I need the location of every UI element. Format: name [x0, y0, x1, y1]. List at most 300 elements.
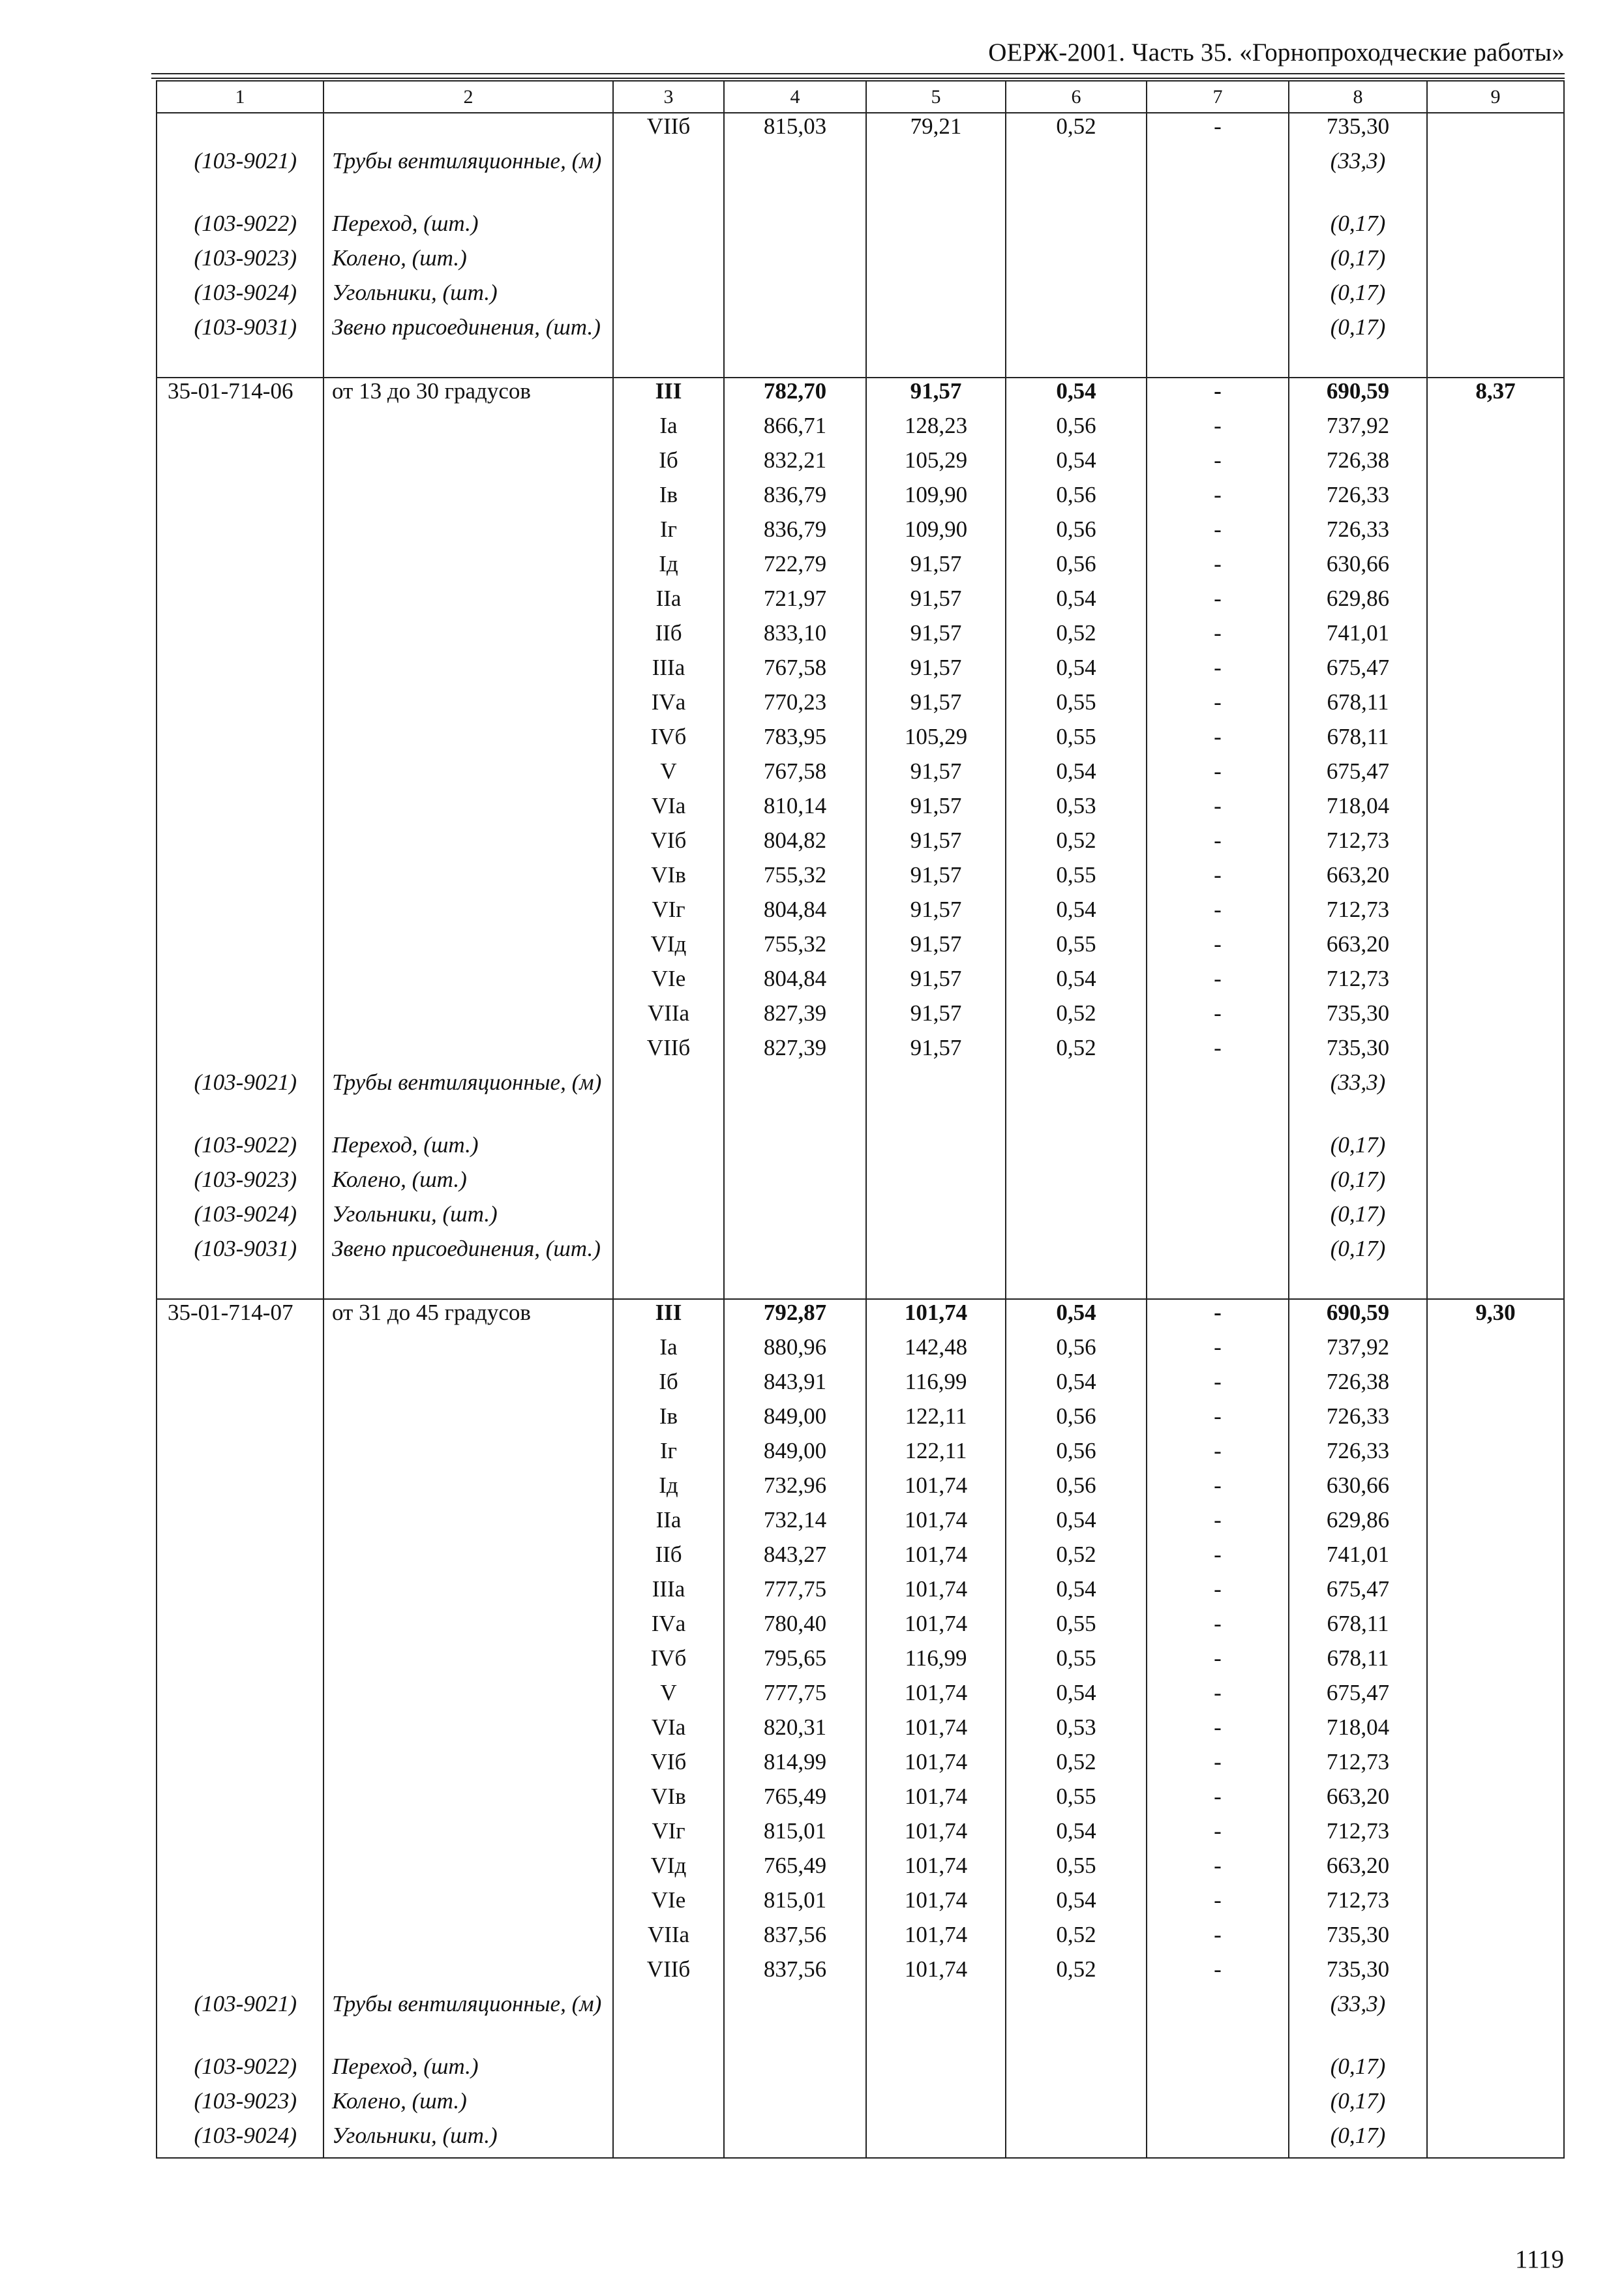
empty-cell: [1427, 1542, 1564, 1576]
materials-cell: 726,33: [1289, 1403, 1427, 1438]
total-cost-cell: 795,65: [724, 1645, 866, 1680]
table-row: [157, 1818, 1564, 1853]
zone-cell: VIIа: [613, 1922, 724, 1956]
empty-cell: [157, 586, 323, 620]
empty-cell: [1427, 1991, 1564, 2054]
table-row: [157, 413, 1564, 447]
empty-cell: [866, 1167, 1006, 1201]
table-row: [157, 931, 1564, 966]
resource-name: Переход, (шт.): [323, 211, 613, 245]
empty-cell: [613, 2123, 724, 2158]
drivers-wages-cell: -: [1147, 758, 1289, 793]
empty-cell: [613, 1201, 724, 1236]
empty-cell: [1427, 1853, 1564, 1887]
empty-cell: [323, 447, 613, 482]
table-row: [157, 897, 1564, 931]
resource-row: [157, 2123, 1564, 2158]
empty-cell: [323, 620, 613, 655]
resource-code: (103-9022): [157, 1132, 323, 1167]
column-number: 2: [323, 81, 613, 113]
table-row: [157, 1542, 1564, 1576]
empty-cell: [157, 1749, 323, 1784]
empty-cell: [323, 966, 613, 1000]
empty-cell: [866, 1132, 1006, 1167]
total-cost-cell: 833,10: [724, 620, 866, 655]
empty-cell: [1147, 1236, 1289, 1299]
machines-cell: 0,52: [1006, 1922, 1147, 1956]
empty-cell: [1427, 1645, 1564, 1680]
total-cost-cell: 770,23: [724, 689, 866, 724]
table-row: [157, 724, 1564, 758]
empty-cell: [724, 1201, 866, 1236]
total-cost-cell: 836,79: [724, 516, 866, 551]
empty-cell: [1147, 1201, 1289, 1236]
empty-cell: [724, 280, 866, 314]
table-row: [157, 655, 1564, 689]
machines-cell: 0,52: [1006, 1035, 1147, 1070]
machines-cell: 0,52: [1006, 1542, 1147, 1576]
empty-cell: [1427, 1818, 1564, 1853]
total-cost-cell: 849,00: [724, 1438, 866, 1473]
wages-cell: 91,57: [866, 793, 1006, 828]
wages-cell: 79,21: [866, 113, 1006, 148]
resource-quantity: (0,17): [1289, 1132, 1427, 1167]
total-cost-cell: 765,49: [724, 1853, 866, 1887]
total-cost-cell: 815,03: [724, 113, 866, 148]
empty-cell: [866, 2054, 1006, 2088]
machines-cell: 0,53: [1006, 793, 1147, 828]
table-row: [157, 1749, 1564, 1784]
drivers-wages-cell: -: [1147, 1542, 1289, 1576]
empty-cell: [613, 1236, 724, 1299]
empty-cell: [157, 724, 323, 758]
drivers-wages-cell: -: [1147, 378, 1289, 413]
machines-cell: 0,55: [1006, 931, 1147, 966]
empty-cell: [724, 314, 866, 378]
empty-cell: [157, 1438, 323, 1473]
total-cost-cell: 767,58: [724, 758, 866, 793]
empty-cell: [1427, 314, 1564, 378]
materials-cell: 712,73: [1289, 828, 1427, 862]
resource-name: Трубы вентиляционные, (м): [323, 1991, 613, 2054]
materials-cell: 712,73: [1289, 1887, 1427, 1922]
empty-cell: [724, 211, 866, 245]
materials-cell: 630,66: [1289, 551, 1427, 586]
machines-cell: 0,55: [1006, 1645, 1147, 1680]
empty-cell: [323, 1035, 613, 1070]
wages-cell: 91,57: [866, 862, 1006, 897]
empty-cell: [157, 482, 323, 516]
materials-cell: 741,01: [1289, 1542, 1427, 1576]
empty-cell: [323, 516, 613, 551]
empty-cell: [1006, 1167, 1147, 1201]
empty-cell: [323, 1749, 613, 1784]
wages-cell: 91,57: [866, 586, 1006, 620]
total-cost-cell: 732,96: [724, 1473, 866, 1507]
empty-cell: [1427, 1070, 1564, 1132]
column-number: 7: [1147, 81, 1289, 113]
empty-cell: [1006, 280, 1147, 314]
empty-cell: [157, 1334, 323, 1369]
resource-quantity: (0,17): [1289, 1201, 1427, 1236]
empty-cell: [323, 586, 613, 620]
resource-code: (103-9021): [157, 1070, 323, 1132]
empty-cell: [866, 280, 1006, 314]
total-cost-cell: 721,97: [724, 586, 866, 620]
total-cost-cell: 827,39: [724, 1000, 866, 1035]
drivers-wages-cell: -: [1147, 931, 1289, 966]
wages-cell: 101,74: [866, 1680, 1006, 1714]
machines-cell: 0,54: [1006, 966, 1147, 1000]
empty-cell: [1427, 1784, 1564, 1818]
drivers-wages-cell: -: [1147, 828, 1289, 862]
table-row: [157, 966, 1564, 1000]
empty-cell: [1427, 689, 1564, 724]
column-number: 8: [1289, 81, 1427, 113]
resource-name: Угольники, (шт.): [323, 280, 613, 314]
empty-cell: [613, 280, 724, 314]
drivers-wages-cell: -: [1147, 1035, 1289, 1070]
wages-cell: 91,57: [866, 966, 1006, 1000]
drivers-wages-cell: -: [1147, 897, 1289, 931]
zone-cell: III: [613, 378, 724, 413]
empty-cell: [1427, 2054, 1564, 2088]
materials-cell: 712,73: [1289, 966, 1427, 1000]
empty-cell: [1147, 211, 1289, 245]
drivers-wages-cell: -: [1147, 966, 1289, 1000]
empty-cell: [613, 314, 724, 378]
norms-table: [156, 80, 1565, 2159]
empty-cell: [1427, 1956, 1564, 1991]
empty-cell: [613, 211, 724, 245]
empty-cell: [323, 1922, 613, 1956]
empty-cell: [1147, 1132, 1289, 1167]
empty-cell: [866, 1070, 1006, 1132]
column-number: 6: [1006, 81, 1147, 113]
drivers-wages-cell: -: [1147, 1299, 1289, 1334]
empty-cell: [1147, 2123, 1289, 2158]
empty-cell: [724, 1132, 866, 1167]
machines-cell: 0,54: [1006, 1818, 1147, 1853]
resource-row: [157, 148, 1564, 211]
empty-cell: [1427, 551, 1564, 586]
table-row: [157, 1000, 1564, 1035]
materials-cell: 678,11: [1289, 1645, 1427, 1680]
machines-cell: 0,54: [1006, 1887, 1147, 1922]
table-row: [157, 1334, 1564, 1369]
table-row: [157, 1645, 1564, 1680]
resource-row: [157, 1201, 1564, 1236]
materials-cell: 741,01: [1289, 620, 1427, 655]
zone-cell: VIе: [613, 1887, 724, 1922]
empty-cell: [724, 1070, 866, 1132]
materials-cell: 718,04: [1289, 793, 1427, 828]
header-rule: [151, 73, 1565, 74]
zone-cell: IIIа: [613, 1576, 724, 1611]
drivers-wages-cell: -: [1147, 1645, 1289, 1680]
wages-cell: 109,90: [866, 482, 1006, 516]
zone-cell: VIа: [613, 793, 724, 828]
empty-cell: [1147, 314, 1289, 378]
empty-cell: [724, 1236, 866, 1299]
norm-header-row: [157, 378, 1564, 413]
machines-cell: 0,56: [1006, 516, 1147, 551]
total-cost-cell: 849,00: [724, 1403, 866, 1438]
empty-cell: [724, 245, 866, 280]
resource-name: Трубы вентиляционные, (м): [323, 1070, 613, 1132]
materials-cell: 629,86: [1289, 1507, 1427, 1542]
drivers-wages-cell: -: [1147, 862, 1289, 897]
drivers-wages-cell: -: [1147, 413, 1289, 447]
zone-cell: IIIа: [613, 655, 724, 689]
resource-code: (103-9021): [157, 1991, 323, 2054]
wages-cell: 101,74: [866, 1299, 1006, 1334]
empty-cell: [1427, 245, 1564, 280]
empty-cell: [323, 1853, 613, 1887]
drivers-wages-cell: -: [1147, 1714, 1289, 1749]
machines-cell: 0,56: [1006, 1334, 1147, 1369]
materials-cell: 690,59: [1289, 1299, 1427, 1334]
empty-cell: [866, 245, 1006, 280]
norm-code: 35-01-714-07: [157, 1299, 323, 1334]
table-body: [157, 81, 1564, 2158]
empty-cell: [1427, 113, 1564, 148]
zone-cell: IVа: [613, 1611, 724, 1645]
materials-cell: 726,33: [1289, 482, 1427, 516]
materials-cell: 712,73: [1289, 1749, 1427, 1784]
zone-cell: IIа: [613, 1507, 724, 1542]
empty-cell: [613, 148, 724, 211]
empty-cell: [1427, 1438, 1564, 1473]
resource-name: Угольники, (шт.): [323, 1201, 613, 1236]
empty-cell: [323, 828, 613, 862]
machines-cell: 0,55: [1006, 689, 1147, 724]
materials-cell: 718,04: [1289, 1714, 1427, 1749]
total-cost-cell: 815,01: [724, 1818, 866, 1853]
norm-header-row: [157, 1299, 1564, 1334]
materials-cell: 629,86: [1289, 586, 1427, 620]
materials-cell: 678,11: [1289, 1611, 1427, 1645]
total-cost-cell: 765,49: [724, 1784, 866, 1818]
zone-cell: VIIб: [613, 1956, 724, 1991]
empty-cell: [1147, 1991, 1289, 2054]
empty-cell: [1427, 793, 1564, 828]
table-row: [157, 1369, 1564, 1403]
drivers-wages-cell: -: [1147, 1473, 1289, 1507]
drivers-wages-cell: -: [1147, 620, 1289, 655]
resource-row: [157, 2054, 1564, 2088]
table-row: [157, 828, 1564, 862]
drivers-wages-cell: -: [1147, 551, 1289, 586]
materials-cell: 663,20: [1289, 1784, 1427, 1818]
empty-cell: [1006, 245, 1147, 280]
wages-cell: 101,74: [866, 1818, 1006, 1853]
empty-cell: [613, 2054, 724, 2088]
empty-cell: [1006, 1201, 1147, 1236]
empty-cell: [323, 931, 613, 966]
empty-cell: [1427, 1611, 1564, 1645]
empty-cell: [157, 966, 323, 1000]
wages-cell: 91,57: [866, 378, 1006, 413]
total-cost-cell: 722,79: [724, 551, 866, 586]
zone-cell: VIв: [613, 862, 724, 897]
empty-cell: [323, 655, 613, 689]
empty-cell: [157, 862, 323, 897]
resource-quantity: (0,17): [1289, 2123, 1427, 2158]
zone-cell: Iа: [613, 1334, 724, 1369]
resource-name: Звено присоединения, (шт.): [323, 1236, 613, 1299]
empty-cell: [1427, 1507, 1564, 1542]
resource-row: [157, 1236, 1564, 1299]
empty-cell: [157, 447, 323, 482]
wages-cell: 128,23: [866, 413, 1006, 447]
empty-cell: [157, 1680, 323, 1714]
machines-cell: 0,53: [1006, 1714, 1147, 1749]
empty-cell: [1427, 1714, 1564, 1749]
empty-cell: [1427, 758, 1564, 793]
total-cost-cell: 843,27: [724, 1542, 866, 1576]
table-row: [157, 586, 1564, 620]
table-row: [157, 1887, 1564, 1922]
empty-cell: [1147, 2054, 1289, 2088]
materials-cell: 630,66: [1289, 1473, 1427, 1507]
drivers-wages-cell: -: [1147, 1000, 1289, 1035]
empty-cell: [157, 551, 323, 586]
empty-cell: [613, 2088, 724, 2123]
total-cost-cell: 866,71: [724, 413, 866, 447]
empty-cell: [157, 516, 323, 551]
drivers-wages-cell: -: [1147, 1403, 1289, 1438]
drivers-wages-cell: -: [1147, 1507, 1289, 1542]
empty-cell: [1427, 1236, 1564, 1299]
table-row: [157, 1403, 1564, 1438]
empty-cell: [1006, 1070, 1147, 1132]
empty-cell: [1427, 862, 1564, 897]
empty-cell: [323, 1403, 613, 1438]
empty-cell: [1427, 1000, 1564, 1035]
resource-row: [157, 211, 1564, 245]
table-row: [157, 447, 1564, 482]
resource-code: (103-9024): [157, 2123, 323, 2158]
empty-cell: [323, 1000, 613, 1035]
column-number: 1: [157, 81, 323, 113]
wages-cell: 109,90: [866, 516, 1006, 551]
empty-cell: [323, 1473, 613, 1507]
total-cost-cell: 814,99: [724, 1749, 866, 1784]
total-cost-cell: 755,32: [724, 931, 866, 966]
empty-cell: [1006, 314, 1147, 378]
empty-cell: [1006, 1236, 1147, 1299]
machines-cell: 0,52: [1006, 1749, 1147, 1784]
zone-cell: V: [613, 758, 724, 793]
norm-code: 35-01-714-06: [157, 378, 323, 413]
empty-cell: [724, 2123, 866, 2158]
empty-cell: [157, 1645, 323, 1680]
empty-cell: [323, 897, 613, 931]
column-number: 3: [613, 81, 724, 113]
table-row: [157, 1473, 1564, 1507]
wages-cell: 101,74: [866, 1853, 1006, 1887]
machines-cell: 0,56: [1006, 413, 1147, 447]
drivers-wages-cell: -: [1147, 689, 1289, 724]
empty-cell: [157, 828, 323, 862]
total-cost-cell: 783,95: [724, 724, 866, 758]
empty-cell: [157, 1611, 323, 1645]
empty-cell: [1427, 1473, 1564, 1507]
zone-cell: Iб: [613, 1369, 724, 1403]
zone-cell: Iд: [613, 551, 724, 586]
materials-cell: 712,73: [1289, 1818, 1427, 1853]
machines-cell: 0,54: [1006, 1507, 1147, 1542]
zone-cell: VIа: [613, 1714, 724, 1749]
empty-cell: [1006, 1132, 1147, 1167]
table-row: [157, 793, 1564, 828]
zone-cell: VIг: [613, 897, 724, 931]
materials-cell: 678,11: [1289, 724, 1427, 758]
zone-cell: Iа: [613, 413, 724, 447]
resource-row: [157, 1132, 1564, 1167]
resource-code: (103-9023): [157, 245, 323, 280]
total-cost-cell: 820,31: [724, 1714, 866, 1749]
empty-cell: [866, 211, 1006, 245]
empty-cell: [323, 1611, 613, 1645]
empty-cell: [157, 689, 323, 724]
empty-cell: [157, 1403, 323, 1438]
empty-cell: [157, 931, 323, 966]
wages-cell: 101,74: [866, 1922, 1006, 1956]
resource-quantity: (0,17): [1289, 2088, 1427, 2123]
wages-cell: 101,74: [866, 1507, 1006, 1542]
wages-cell: 105,29: [866, 724, 1006, 758]
empty-cell: [613, 1070, 724, 1132]
zone-cell: IVа: [613, 689, 724, 724]
total-cost-cell: 804,84: [724, 966, 866, 1000]
empty-cell: [157, 793, 323, 828]
zone-cell: VIб: [613, 828, 724, 862]
table-row: [157, 1956, 1564, 1991]
empty-cell: [1147, 1167, 1289, 1201]
resource-code: (103-9023): [157, 1167, 323, 1201]
drivers-wages-cell: -: [1147, 1576, 1289, 1611]
wages-cell: 122,11: [866, 1438, 1006, 1473]
machines-cell: 0,56: [1006, 551, 1147, 586]
materials-cell: 737,92: [1289, 1334, 1427, 1369]
zone-cell: IIа: [613, 586, 724, 620]
drivers-wages-cell: -: [1147, 1853, 1289, 1887]
zone-cell: IIб: [613, 620, 724, 655]
empty-cell: [1427, 1167, 1564, 1201]
empty-cell: [323, 758, 613, 793]
labor-cost-cell: 8,37: [1427, 378, 1564, 413]
empty-cell: [1006, 2123, 1147, 2158]
empty-cell: [1427, 516, 1564, 551]
empty-cell: [1427, 620, 1564, 655]
total-cost-cell: 780,40: [724, 1611, 866, 1645]
empty-cell: [157, 1000, 323, 1035]
wages-cell: 91,57: [866, 689, 1006, 724]
machines-cell: 0,54: [1006, 758, 1147, 793]
zone-cell: III: [613, 1299, 724, 1334]
total-cost-cell: 843,91: [724, 1369, 866, 1403]
resource-code: (103-9022): [157, 211, 323, 245]
table-row: [157, 1611, 1564, 1645]
empty-cell: [1427, 211, 1564, 245]
empty-cell: [157, 1369, 323, 1403]
total-cost-cell: 810,14: [724, 793, 866, 828]
wages-cell: 91,57: [866, 931, 1006, 966]
materials-cell: 735,30: [1289, 1922, 1427, 1956]
materials-cell: 675,47: [1289, 758, 1427, 793]
